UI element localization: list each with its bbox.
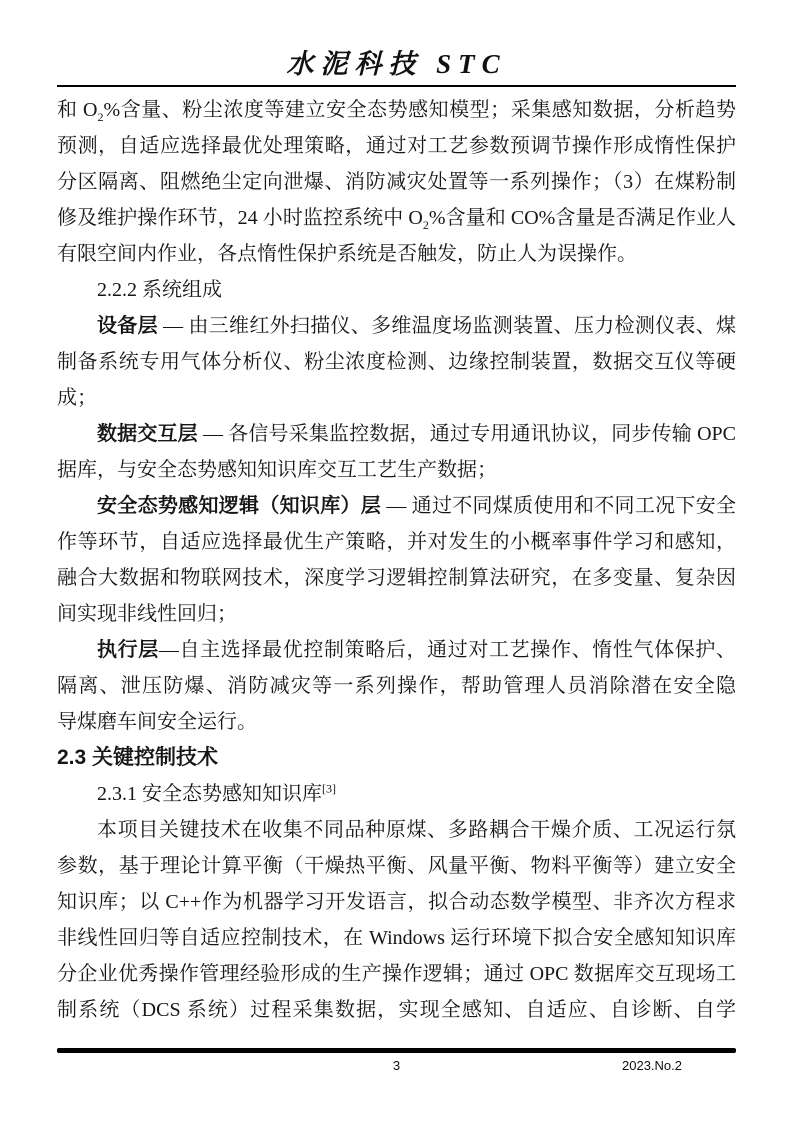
line-text: 和 O — [57, 99, 98, 121]
term-knowledge-base-layer: 安全态势感知逻辑（知识库）层 — [97, 495, 382, 517]
term-data-exchange-layer: 数据交互层 — [97, 423, 198, 445]
line-text: — 通过不同煤质使用和不同工况下安全 — [386, 495, 736, 517]
line-text: 2.3.1 安全态势感知知识库 — [97, 783, 322, 805]
subsection-heading-2-3-1 — [57, 776, 736, 812]
text-line — [57, 308, 736, 344]
line-text: — 由三维红外扫描仪、多维温度场监测装置、压力检测仪表、煤 — [163, 315, 736, 337]
text-line: 分区隔离、阻燃绝尘定向泄爆、消防减灾处置等一系列操作；（3）在煤粉制 — [57, 171, 736, 193]
line-text: %含量、粉尘浓度等建立安全态势感知模型；采集感知数据，分析趋势 — [103, 99, 736, 121]
journal-title: 水泥科技 STC — [286, 49, 507, 79]
term-execution-layer: 执行层 — [97, 639, 159, 661]
text-line — [57, 416, 736, 452]
line-text: — 各信号采集监控数据，通过专用通讯协议，同步传输 OPC — [202, 423, 736, 445]
subsection-heading-2-2-2: 2.2.2 系统组成 — [97, 279, 222, 301]
line-text: 修及维护操作环节，24 小时监控系统中 O — [57, 207, 423, 229]
footer-rule — [57, 1048, 736, 1053]
header-rule — [57, 85, 736, 87]
text-line: 成； — [57, 387, 97, 409]
text-line: 知识库；以 C++作为机器学习开发语言，拟合动态数学模型、非齐次方程求 — [57, 891, 736, 913]
footnote-ref: [3] — [322, 781, 336, 796]
issue-label: 2023.No.2 — [622, 1058, 682, 1073]
document-body — [57, 92, 736, 1028]
term-equipment-layer: 设备层 — [97, 315, 158, 337]
text-line — [57, 200, 736, 236]
line-text: —自主选择最优控制策略后，通过对工艺操作、惰性气体保护、 — [158, 639, 736, 661]
section-heading-2-3: 2.3 关键控制技术 — [57, 746, 219, 769]
text-line: 制备系统专用气体分析仪、粉尘浓度检测、边缘控制装置，数据交互仪等硬 — [57, 351, 736, 373]
text-line: 据库，与安全态势感知知识库交互工艺生产数据； — [57, 459, 497, 481]
text-line: 作等环节，自适应选择最优生产策略，并对发生的小概率事件学习和感知， — [57, 531, 736, 553]
text-line: 非线性回归等自适应控制技术，在 Windows 运行环境下拟合安全感知知识库 — [57, 927, 736, 949]
subscript: 2 — [97, 110, 104, 124]
text-line — [57, 488, 736, 524]
text-line: 有限空间内作业，各点惰性保护系统是否触发，防止人为误操作。 — [57, 243, 637, 265]
text-line: 制系统（DCS 系统）过程采集数据，实现全感知、自适应、自诊断、自学 — [57, 999, 736, 1021]
text-line — [57, 92, 736, 128]
text-line: 参数，基于理论计算平衡（干燥热平衡、风量平衡、物料平衡等）建立安全 — [57, 855, 736, 877]
text-line: 预测，自适应选择最优处理策略，通过对工艺参数预调节操作形成惰性保护 — [57, 135, 736, 157]
page-number: 3 — [392, 1058, 401, 1073]
text-line: 隔离、泄压防爆、消防减灾等一系列操作，帮助管理人员消除潜在安全隐 — [57, 675, 736, 697]
text-line: 分企业优秀操作管理经验形成的生产操作逻辑；通过 OPC 数据库交互现场工 — [57, 963, 736, 985]
text-line: 间实现非线性回归； — [57, 603, 237, 625]
subscript: 2 — [422, 218, 429, 232]
text-line: 融合大数据和物联网技术，深度学习逻辑控制算法研究，在多变量、复杂因 — [57, 567, 736, 589]
text-line: 导煤磨车间安全运行。 — [57, 711, 257, 733]
text-line — [57, 632, 736, 668]
line-text: %含量和 CO%含量是否满足作业人 — [428, 207, 736, 229]
text-line: 本项目关键技术在收集不同品种原煤、多路耦合干燥介质、工况运行氛 — [97, 819, 736, 841]
